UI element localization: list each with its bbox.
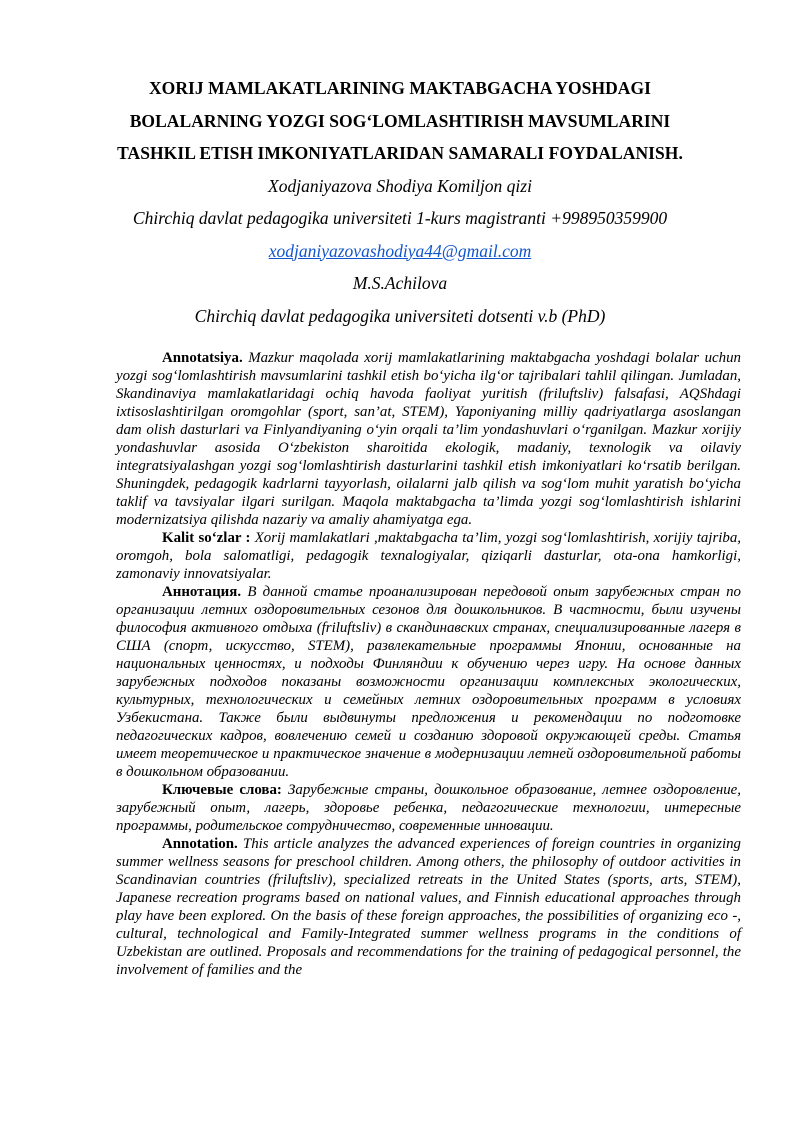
annotation-uz-text: Mazkur maqolada xorij mamlakatlarining maktabgacha yoshdagi bolalar uchun yozgi sog‘lomlashtirish mavsumlarini tashkil etish bo‘yicha ilg‘or tajribalari tahlil qilingan. Jumladan, Skandinaviya mamlakatlaridagi ochiq havoda faoliyat yuritish (friluftsliv) falsafasi, AQShdagi ixtisoslashtirilgan oromgohlar (sport, san’at, STEM), Yaponiyaning milliy qadriyatlarga asoslangan dam olish dasturlari va Finlyandiyaning o‘yin orqali ta’lim yondashuvlari o‘rganilgan. Mazkur xorijiy yondashuvlar asosida O‘zbekiston sharoitida ekologik, madaniy, texnologik va oilaviy integratsiyalashgan yozgi sog‘lomlashtirish dasturlarini tashkil etish imkoniyatlari ko‘rsatib berilgan. Shuningdek, pedagogik kadrlarni tayyorlash, oilalarni jalb qilish va sog‘lom muhit yaratish bo‘yicha taklif va tavsiyalar ilgari surilgan. Maqola maktabgacha ta’limda yozgi sog‘lomlashtirish ishlarini modernizatsiya qilishda nazariy va amaliy ahamiyatga ega.: [116, 350, 741, 528]
author1-email-line: [60, 235, 740, 268]
keywords-ru-label: Ключевые слова:: [162, 782, 282, 798]
annotation-en-label: Annotation.: [162, 836, 238, 852]
author1-affiliation: Chirchiq davlat pedagogika universiteti 1-kurs magistranti +998950359900: [132, 208, 668, 228]
header-block: [60, 72, 740, 332]
author2-affiliation: Chirchiq davlat pedagogika universiteti dotsenti v.b (PhD): [194, 305, 606, 326]
keywords-uz-label: Kalit so‘zlar :: [162, 530, 251, 546]
annotation-ru-text: В данной статье проанализирован передовой опыт зарубежных стран по организации летних оздоровительных сезонов для дошкольников. В частности, были изучены философия активного отдыха (friluftsliv) в скандинавских странах, специализированные лагеря в США (спорт, искусство, STEM), развлекательные программы Японии, основанные на национальных ценностях, и подходы Финляндии к обучению через игру. На основе данных зарубежных подходов показаны возможности организации комплексных экологических, культурных, технологических и семейных летних оздоровительных программ в условиях Узбекистана. Также были выдвинуты предложения и рекомендации по подготовке педагогических кадров, вовлечению семей и созданию здоровой окружающей среды. Статья имеет теоретическое и практическое значение в модернизации летней оздоровительной работы в дошкольном образовании.: [116, 584, 741, 780]
author1-name: Xodjaniyazova Shodiya Komiljon qizi: [268, 175, 532, 196]
author1-email-link[interactable]: xodjaniyazovashodiya44@gmail.com: [268, 240, 532, 261]
keywords-uz: [116, 529, 741, 583]
title-line-2: BOLALARNING YOZGI SOG‘LOMLASHTIRISH MAVSUMLARINI: [129, 110, 671, 131]
annotation-en-text: This article analyzes the advanced experiences of foreign countries in organizing summer wellness seasons for preschool children. Among others, the philosophy of outdoor activities in Scandinavian countries (friluftsliv), specialized retreats in the United States (sports, arts, STEM), Japanese recreation programs based on national values, and Finnish educational approaches through play have been explored. On the basis of these foreign approaches, the possibilities of organizing eco -, cultural, technological and Family-Integrated summer wellness programs in the conditions of Uzbekistan are outlined. Proposals and recommendations for the training of pedagogical personnel, the involvement of families and the: [116, 836, 741, 978]
keywords-ru-text: Зарубежные страны, дошкольное образование, летнее оздоровление, зарубежный опыт, лагерь, здоровье ребенка, педагогические технологии, интересные программы, родительское сотрудничество, современные инновации.: [116, 782, 741, 834]
annotation-uz-label: Annotatsiya.: [162, 350, 243, 366]
keywords-uz-text: Xorij mamlakatlari ,maktabgacha ta’lim, yozgi sog‘lomlashtirish, xorijiy tajriba, oromgoh, bola salomatligi, pedagogik texnalogiyalar, qiziqarli dasturlar, ota-ona hamkorligi, zamonaviy innovatsiyalar.: [116, 530, 741, 582]
title-line-3: TASHKIL ETISH IMKONIYATLARIDAN SAMARALI FOYDALANISH.: [117, 143, 683, 163]
author2-name: M.S.Achilova: [352, 273, 448, 293]
annotation-ru: [116, 583, 741, 781]
keywords-ru: [116, 781, 741, 835]
annotation-ru-label: Аннотация.: [162, 584, 242, 600]
annotation-uz: [116, 349, 741, 529]
title-line-1: XORIJ MAMLAKATLARINING MAKTABGACHA YOSHDAGI: [148, 78, 652, 98]
annotation-en: [116, 835, 741, 979]
abstract-body: [116, 349, 741, 979]
